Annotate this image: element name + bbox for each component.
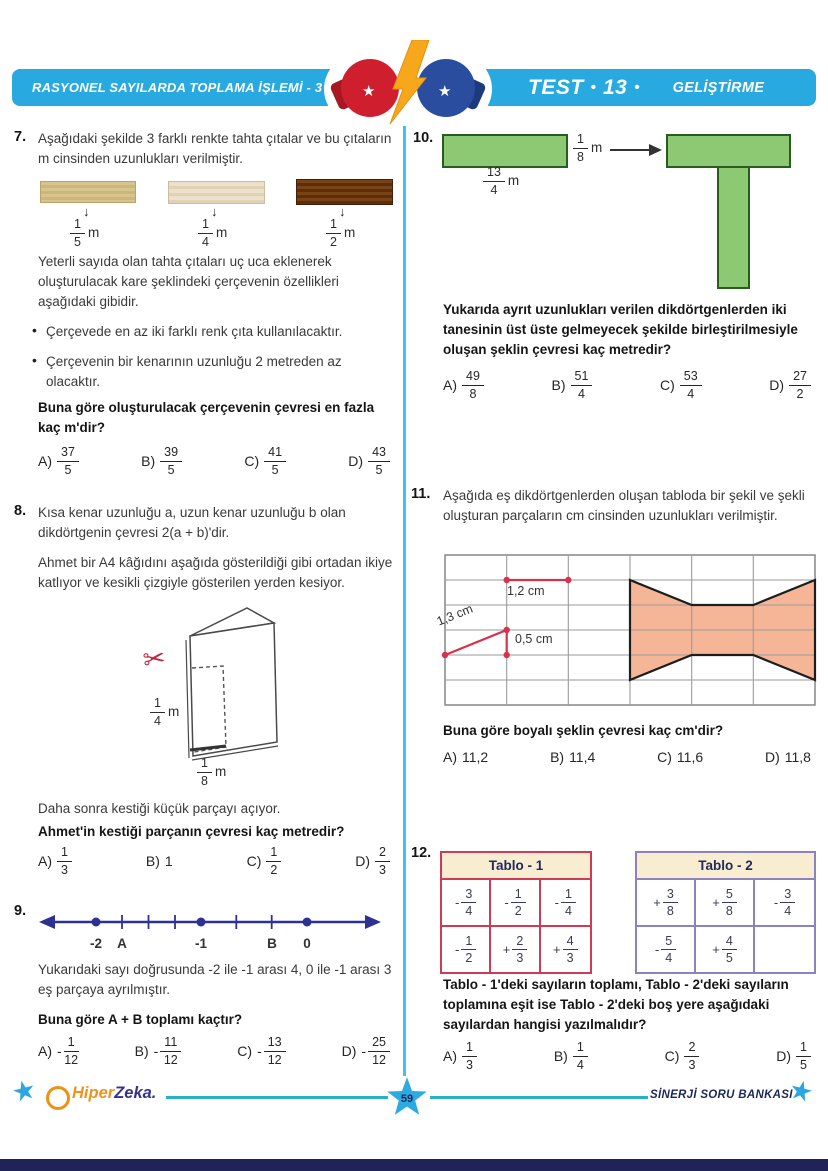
arrow-right-icon	[649, 144, 662, 156]
q11-option-c: C) 11,6	[657, 749, 704, 765]
q7-stem: Buna göre oluşturulacak çerçevenin çevresi en fazla kaç m'dir?	[38, 400, 375, 435]
q7-option-a: A) 37 5	[38, 446, 79, 476]
measure-vertical: 0,5 cm	[515, 632, 553, 646]
wood-board-1	[40, 181, 136, 203]
bullet-icon: •	[32, 352, 37, 368]
q12-option-b: B) 1 4	[554, 1041, 588, 1071]
bottom-bar	[0, 1159, 828, 1171]
q12-option-d: D) 1 5	[776, 1041, 811, 1071]
tablo-1-title: Tablo - 1	[442, 853, 590, 880]
number-line-diagram	[35, 898, 385, 953]
q8-left-length: 1 4 m	[150, 697, 179, 727]
q7-bullet-1: Çerçevede en az iki farklı renk çıta kullanılacaktır.	[46, 324, 343, 339]
tablo-2	[635, 851, 816, 974]
q10-stem: Yukarıda ayrıt uzunlukları verilen dikdörtgenlerden iki tanesinin üst üste gelmeyecek şekilde birleştirilmesiyle oluşan şeklin çevresi kaç metredir?	[443, 302, 798, 357]
q10-option-a: A) 49 8	[443, 370, 484, 400]
q9-option-a: A) - 1 12	[38, 1035, 79, 1067]
q7-option-b: B) 39 5	[141, 446, 182, 476]
fraction: 2 3	[684, 1041, 699, 1071]
board2-length: 1 4 m	[198, 218, 227, 248]
q9-option-c: C) - 13 12	[237, 1036, 285, 1066]
q7-options	[38, 446, 390, 476]
fraction: - 25 12	[361, 1036, 390, 1066]
fraction: 43 5	[368, 446, 390, 476]
table-cell: + $\frac{4}{3}$	[541, 927, 590, 972]
down-arrow-icon: ↓	[339, 204, 346, 219]
fraction: 41 5	[264, 446, 286, 476]
dot-separator: •	[634, 79, 640, 96]
tick-label: B	[267, 936, 277, 951]
q11-stem: Buna göre boyalı şeklin çevresi kaç cm'dir?	[443, 723, 724, 738]
q10-option-c: C) 53 4	[660, 370, 702, 400]
fraction: 27 2	[789, 370, 811, 400]
q11-options	[443, 749, 811, 765]
q9-option-d: D) - 25 12	[342, 1036, 390, 1066]
fraction: 2 3	[375, 846, 390, 876]
board1-length: 1 5 m	[70, 218, 99, 248]
test-category: GELİŞTİRME	[672, 79, 765, 96]
footer-rule-left	[166, 1096, 388, 1099]
q12-stem: Tablo - 1'deki sayıların toplamı, Tablo - 2'deki sayıların toplamına eşit ise Tablo - 2'deki boş yere aşağıdaki sayılardan hangisi yazılmalıdır?	[443, 977, 789, 1032]
q8-option-d: D) 2 3	[355, 846, 390, 876]
q7-paragraph: Yeterli sayıda olan tahta çıtaları uç uca eklenerek oluşturulacak kare şeklindeki çerçevenin özellikleri aşağıdaki gibidir.	[38, 254, 339, 309]
q8-paragraph-3: Daha sonra kestiği küçük parçayı açıyor.	[38, 801, 281, 816]
tick-label: -1	[194, 936, 208, 951]
q9-paragraph: Yukarıdaki sayı doğrusunda -2 ile -1 arası 4, 0 ile -1 arası 3 eş parçaya ayrılmıştır.	[38, 962, 392, 997]
test-number: 13	[602, 75, 628, 99]
fraction: - 13 12	[257, 1036, 286, 1066]
fraction: 49 8	[462, 370, 484, 400]
test-word: TEST	[528, 75, 584, 99]
q7-intro: Aşağıdaki şekilde 3 farklı renkte tahta çıtalar ve bu çıtaların m cinsinden uzunlukları verilmiştir.	[38, 131, 392, 166]
fraction: 1 4	[573, 1041, 588, 1071]
fraction: 1 3	[57, 846, 72, 876]
q12-number: 12.	[411, 845, 432, 861]
grid-shape-diagram	[440, 548, 820, 710]
table-cell: + $\frac{5}{8}$	[696, 880, 755, 927]
q7-bullet-2: Çerçevenin bir kenarının uzunluğu 2 metreden az olacaktır.	[46, 354, 342, 389]
q7-option-c: C) 41 5	[244, 446, 286, 476]
table-cell: + $\frac{2}{3}$	[491, 927, 540, 972]
q9-options	[38, 1036, 390, 1066]
q10-option-d: D) 27 2	[769, 370, 811, 400]
q8-paragraph-1: Kısa kenar uzunluğu a, uzun kenar uzunluğu b olan dikdörtgenin çevresi 2(a + b)'dir.	[38, 505, 346, 540]
measure-horizontal: 1,2 cm	[507, 584, 545, 598]
down-arrow-icon: ↓	[211, 204, 218, 219]
page-title: RASYONEL SAYILARDA TOPLAMA İŞLEMİ - 3	[32, 80, 323, 95]
table-cell-empty	[755, 927, 814, 972]
table-cell: - 1 4	[541, 880, 590, 927]
test-label	[528, 69, 810, 106]
fraction: - 11 12	[154, 1036, 182, 1066]
footer-publisher: SİNERJİ SORU BANKASI	[650, 1089, 793, 1101]
bullet-icon: •	[32, 322, 37, 338]
q7-number: 7.	[14, 129, 27, 145]
q11-intro: Aşağıda eş dikdörtgenlerden oluşan tabloda bir şekil ve şekli oluşturan parçaların cm cinsinden uzunlukları verilmiştir.	[443, 488, 805, 523]
tick-label: A	[117, 936, 127, 951]
q7-option-d: D) 43 5	[348, 446, 390, 476]
tablo-1	[440, 851, 592, 974]
q8-stem: Ahmet'in kestiği parçanın çevresi kaç metredir?	[38, 824, 345, 839]
brand-logo-icon	[46, 1086, 70, 1110]
q10-options	[443, 370, 811, 400]
q10-option-b: B) 51 4	[552, 370, 593, 400]
page-number: 59	[400, 1093, 414, 1105]
tick-label: 0	[303, 936, 311, 951]
scissors-icon: ✂	[140, 642, 168, 676]
down-arrow-icon: ↓	[83, 204, 90, 219]
q11-number: 11.	[411, 486, 431, 502]
q9-stem: Buna göre A + B toplamı kaçtır?	[38, 1012, 243, 1027]
q10-width-label: 13 4 m	[483, 166, 519, 196]
rectangles-diagram	[425, 125, 820, 295]
q9-number: 9.	[14, 903, 27, 919]
fraction: 1 3	[462, 1041, 477, 1071]
fraction: 1 5	[796, 1041, 811, 1071]
q8-option-c: C) 1 2	[247, 846, 282, 876]
q12-option-c: C) 2 3	[665, 1041, 700, 1071]
table-cell: + $\frac{3}{8}$	[637, 880, 696, 927]
table-cell: - 5 4	[637, 927, 696, 972]
page-number-star	[383, 1072, 431, 1120]
fraction: 37 5	[57, 446, 79, 476]
wood-board-2	[168, 181, 265, 204]
q8-bottom-length: 1 8 m	[197, 757, 226, 787]
q8-option-b: B) 1	[145, 853, 173, 869]
q12-option-a: A) 1 3	[443, 1041, 477, 1071]
q10-height-label: 1 8 m	[573, 133, 602, 163]
q11-option-d: D) 11,8	[764, 749, 811, 765]
brand-name: HiperZeka.	[72, 1084, 157, 1102]
tick-label: -2	[89, 936, 103, 951]
fraction: 53 4	[680, 370, 702, 400]
table-cell: - 3 4	[442, 880, 491, 927]
q11-option-a: A) 11,2	[443, 749, 489, 765]
boxing-gloves-graphic	[308, 40, 508, 132]
star-icon: ★	[785, 1073, 817, 1109]
measure-diagonal: 1,3 cm	[434, 601, 475, 629]
q8-number: 8.	[14, 503, 27, 519]
wood-board-3	[296, 179, 393, 205]
table-cell: - 1 2	[442, 927, 491, 972]
q12-options	[443, 1041, 811, 1071]
q10-number: 10.	[413, 130, 434, 146]
q8-options	[38, 846, 390, 876]
fraction: 51 4	[571, 370, 593, 400]
q11-option-b: B) 11,4	[550, 749, 596, 765]
star-icon: ★	[362, 83, 376, 100]
star-icon: ★	[8, 1073, 40, 1109]
board3-length: 1 2 m	[326, 218, 355, 248]
fraction: - 1 12	[57, 1035, 79, 1067]
column-divider	[403, 126, 406, 1076]
fraction: 1 2	[266, 846, 281, 876]
table-cell: - 1 2	[491, 880, 540, 927]
footer-rule-right	[430, 1096, 648, 1099]
q8-option-a: A) 1 3	[38, 846, 72, 876]
q8-paragraph-2: Ahmet bir A4 kâğıdını aşağıda gösterildiği gibi ortadan ikiye katlıyor ve kesikli çizgiyle gösterilen yerden kesiyor.	[38, 555, 393, 590]
fraction: 39 5	[160, 446, 182, 476]
star-icon: ★	[438, 83, 452, 100]
tablo-2-title: Tablo - 2	[637, 853, 814, 880]
table-cell: - 3 4	[755, 880, 814, 927]
q9-option-b: B) - 11 12	[135, 1036, 182, 1066]
dot-separator: •	[590, 79, 596, 96]
table-cell: + $\frac{4}{5}$	[696, 927, 755, 972]
